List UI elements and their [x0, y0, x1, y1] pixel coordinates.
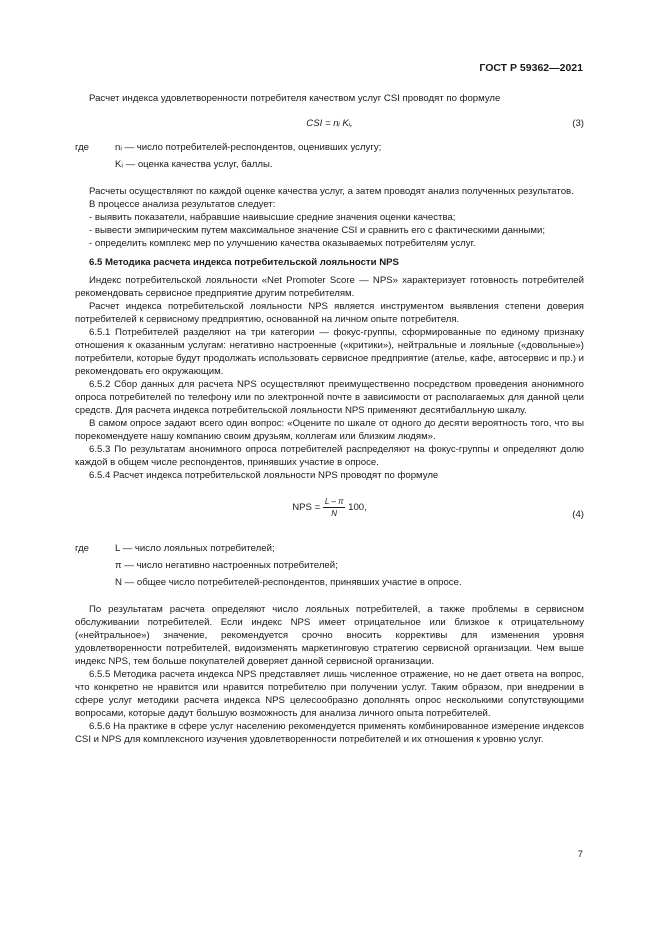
formula-3-number: (3): [572, 118, 584, 129]
legend-item: L — число лояльных потребителей;: [115, 543, 275, 554]
list-item: - выявить показатели, набравшие наивысшие средние значения оценки качества;: [89, 212, 456, 223]
formula-4-number: (4): [572, 509, 584, 520]
legend-item: Kᵢ — оценка качества услуг, баллы.: [115, 159, 273, 170]
section-heading: 6.5 Методика расчета индекса потребительской лояльности NPS: [89, 257, 399, 268]
legend-item: nᵢ — число потребителей-респондентов, оценивших услугу;: [115, 142, 382, 153]
paragraph-csi-intro: Расчет индекса удовлетворенности потребителя качеством услуг CSI проводят по формуле: [89, 93, 501, 104]
formula-4: [75, 496, 584, 536]
page-content: [75, 92, 584, 746]
legend-formula-4: [75, 542, 584, 589]
page-number: 7: [577, 849, 583, 860]
paragraph: 6.5.2 Сбор данных для расчета NPS осуществляют преимущественно посредством проведения анонимного опроса потребителей по телефону или по электронной почте в зависимости от располагаемых для данной цели средств. Для расчета индекса потребительской лояльности NPS применяют десятибалльную шкалу.: [75, 379, 584, 416]
list-item: - вывести эмпирическим путем максимальное значение CSI и сравнить его с фактическими данными;: [89, 225, 546, 236]
paragraph: В процессе анализа результатов следует:: [89, 199, 276, 210]
paragraph: Расчет индекса потребительской лояльности NPS является инструментом выявления степени доверия потребителей к сервисному предприятию, основанной на личном опыте потребителя.: [75, 301, 584, 325]
list-item: - определить комплекс мер по улучшению качества оказываемых потребителям услуг.: [89, 238, 476, 249]
formula-4-lhs: NPS =: [292, 502, 321, 514]
legend-where-label: где: [75, 543, 90, 554]
paragraph: В самом опросе задают всего один вопрос: «Оцените по шкале от одного до десяти вероятность того, что вы порекомендуете нашу компанию своим друзьям, коллегам или близким людям».: [75, 418, 584, 442]
formula-4-fraction: [323, 496, 346, 519]
paragraph: 6.5.5 Методика расчета индекса NPS представляет лишь численное отражение, но не дает ответа на вопрос, что конкретно не нравится или нравится потребителю при получении услуг. Таким образом, при внедрении в сфере услуг методики расчета индекса NPS целесообразно дополнять опрос несколькими сопутствующими вопросами, которые дадут большую возможность для анализа личного опыта потребителей.: [75, 669, 584, 719]
formula-3: [75, 117, 584, 135]
legend-formula-3: [75, 141, 584, 171]
legend-where-label: где: [75, 142, 90, 153]
paragraph: 6.5.6 На практике в сфере услуг населению рекомендуется применять комбинированное измерение индексов CSI и NPS для комплексного изучения удовлетворенности потребителей и их отношения к уровню услуг.: [75, 721, 584, 745]
paragraph: Индекс потребительской лояльности «Net Promoter Score — NPS» характеризует готовность потребителей рекомендовать сервисное предприятие другим потребителям.: [75, 275, 584, 299]
formula-4-denominator: N: [331, 509, 338, 518]
formula-4-rhs: 100,: [348, 502, 367, 514]
legend-item: N — общее число потребителей-респондентов, принявших участие в опросе.: [115, 577, 462, 588]
formula-3-expression: CSI = nᵢ Kᵢ,: [306, 118, 353, 129]
paragraph: Расчеты осуществляют по каждой оценке качества услуг, а затем проводят анализ полученных результатов.: [89, 186, 574, 197]
legend-item: π — число негативно настроенных потребителей;: [115, 560, 338, 571]
formula-4-expression: [75, 496, 584, 519]
paragraph: По результатам расчета определяют число лояльных потребителей, а также проблемы в сервисном обслуживании потребителей. Если индекс NPS имеет отрицательное или близкое к отрицательному («нейтральное») значение, рекомендуется срочно вносить коррективы для изменения уровня удовлетворенности потребителей, видоизменять маркетинговую стратегию сервисной организации. Чем выше индекс NPS, тем больше покупателей доверяет данной сервисной организации.: [75, 604, 584, 667]
standard-header: ГОСТ Р 59362—2021: [479, 62, 583, 74]
formula-4-numerator: L – π: [324, 497, 344, 506]
paragraph: 6.5.1 Потребителей разделяют на три категории — фокус-группы, сформированные по единому признаку отношения к оказанным услугам: негативно настроенные («критики»), нейтральные и лояльные («довольные») потребители, которые будут продолжать использовать сервисное предприятие (ателье, кафе, автосервис и пр.) и рекомендовать его окружающим.: [75, 327, 584, 377]
paragraph: 6.5.3 По результатам анонимного опроса потребителей распределяют на фокус-группы и определяют долю каждой в общем числе респондентов, принявших участие в опросе.: [75, 444, 584, 468]
paragraph: 6.5.4 Расчет индекса потребительской лояльности NPS проводят по формуле: [89, 470, 439, 481]
